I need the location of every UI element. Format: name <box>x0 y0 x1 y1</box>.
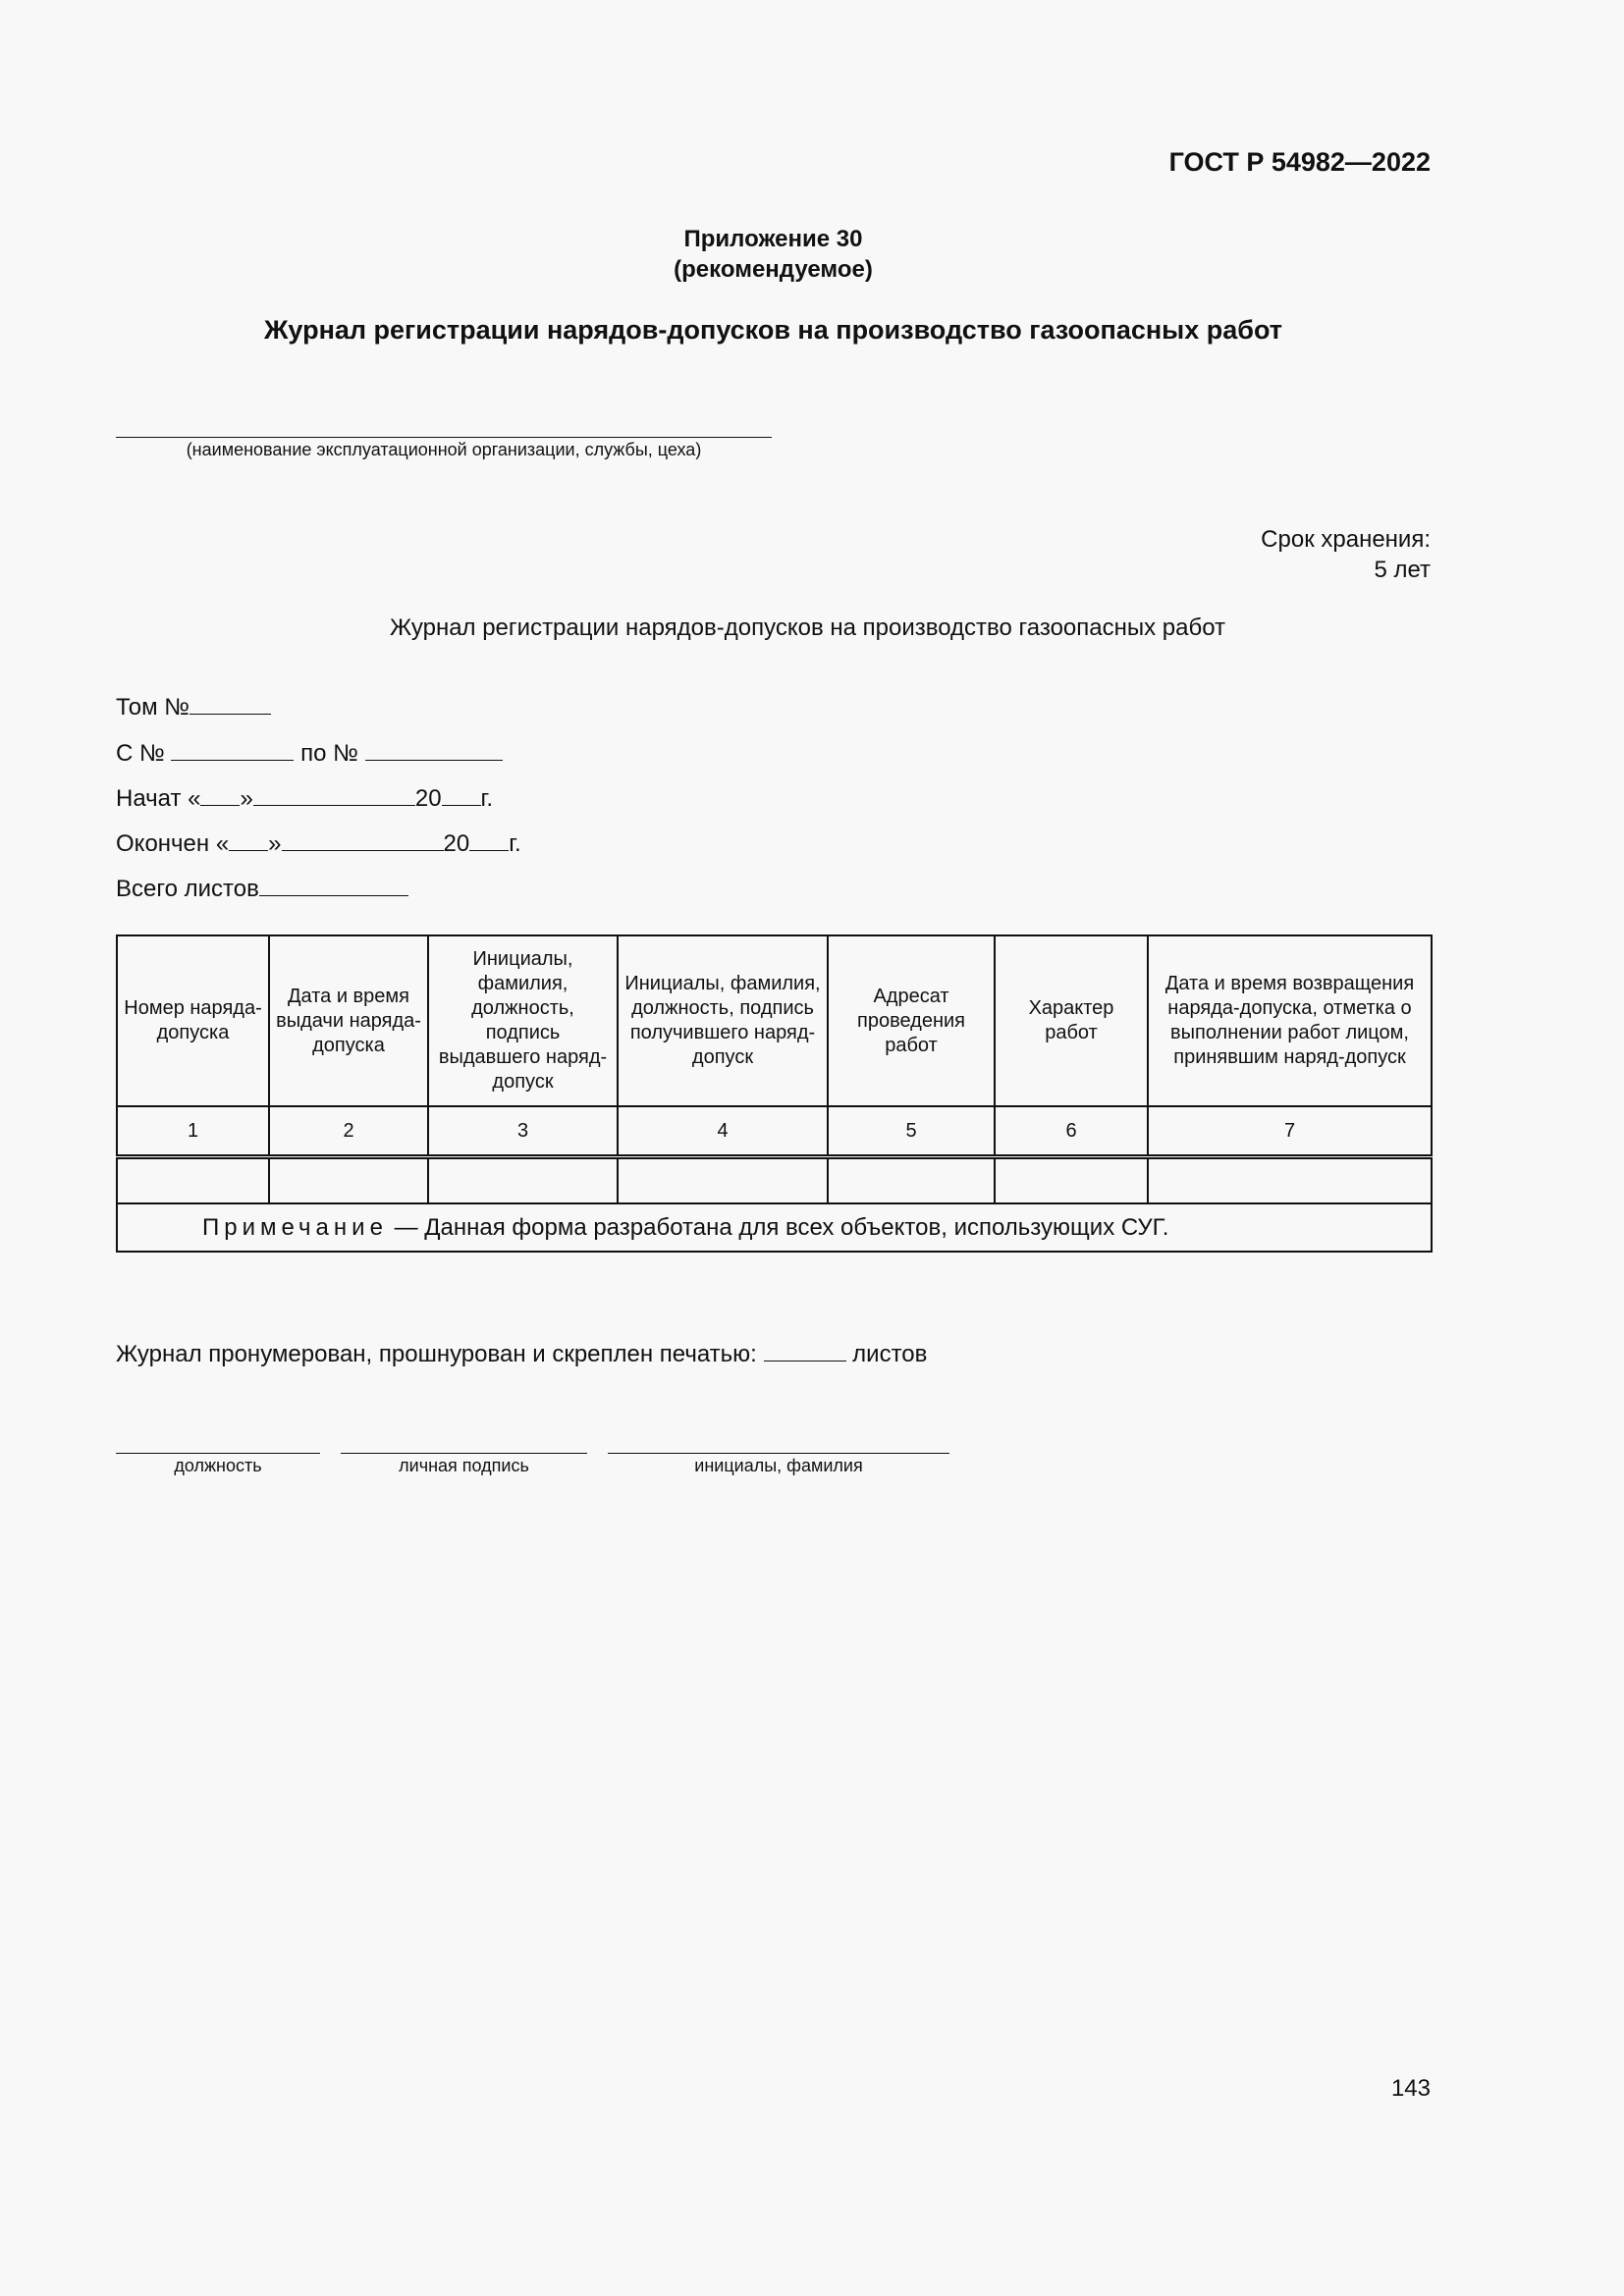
finished-quote-close: » <box>268 830 282 857</box>
finished-year-suffix: г. <box>509 830 521 857</box>
page-number: 143 <box>1390 2075 1431 2102</box>
col-header-work-type: Характер работ <box>995 935 1148 1106</box>
col-number-7: 7 <box>1148 1106 1432 1157</box>
table-cell[interactable] <box>428 1157 618 1204</box>
table-row <box>117 1157 1432 1204</box>
position-caption: должность <box>174 1456 262 1475</box>
table-number-row <box>117 1106 1432 1157</box>
started-field <box>116 781 493 813</box>
col-number-2: 2 <box>269 1106 428 1157</box>
table-cell[interactable] <box>117 1157 269 1204</box>
started-year-blank[interactable] <box>442 781 481 806</box>
finished-label: Окончен « <box>116 830 230 857</box>
finished-day-blank[interactable] <box>229 827 268 851</box>
started-day-blank[interactable] <box>200 781 240 806</box>
finished-month-blank[interactable] <box>282 827 444 851</box>
total-sheets-field <box>116 872 408 903</box>
journal-table <box>116 934 1433 1253</box>
name-caption: инициалы, фамилия <box>694 1456 863 1475</box>
table-cell[interactable] <box>269 1157 428 1204</box>
col-header-work-address: Адресат проведения работ <box>828 935 995 1106</box>
finished-year-prefix: 20 <box>443 830 470 857</box>
table-note-row <box>117 1203 1432 1252</box>
note-label: Примечание <box>202 1214 388 1241</box>
storage-value: 5 лет <box>1374 557 1431 583</box>
total-sheets-blank[interactable] <box>259 872 408 896</box>
total-sheets-label: Всего листов <box>116 876 259 902</box>
col-number-6: 6 <box>995 1106 1148 1157</box>
stitched-suffix: листов <box>845 1341 928 1367</box>
started-year-prefix: 20 <box>414 785 442 812</box>
standard-number: ГОСТ Р 54982—2022 <box>1168 147 1431 177</box>
table-header-row <box>117 935 1432 1106</box>
started-year-suffix: г. <box>480 785 494 812</box>
volume-blank[interactable] <box>189 690 271 715</box>
col-number-5: 5 <box>828 1106 995 1157</box>
document-title: Журнал регистрации нарядов-допусков на производство газоопасных работ <box>264 315 1282 345</box>
col-header-receiver: Инициалы, фамилия, должность, подпись получившего наряд-допуск <box>618 935 828 1106</box>
organization-name-line[interactable] <box>116 437 772 438</box>
started-quote-close: » <box>240 785 253 812</box>
personal-signature-caption: личная подпись <box>399 1456 529 1475</box>
position-signature-line[interactable] <box>116 1453 320 1454</box>
col-number-4: 4 <box>618 1106 828 1157</box>
range-to-label: по № <box>300 740 358 767</box>
range-field <box>116 736 503 768</box>
storage-period <box>1261 524 1431 585</box>
col-header-issue-datetime: Дата и время выдачи наряда-допуска <box>269 935 428 1106</box>
volume-field <box>116 690 271 721</box>
table-cell[interactable] <box>1148 1157 1432 1204</box>
stitched-text: Журнал пронумерован, прошнурован и скреплен печатью: <box>116 1341 764 1367</box>
appendix-number: Приложение 30 <box>683 226 863 252</box>
name-signature-line[interactable] <box>608 1453 949 1454</box>
personal-signature-line[interactable] <box>341 1453 587 1454</box>
col-header-permit-number: Номер наряда-допуска <box>117 935 269 1106</box>
storage-label: Срок хранения: <box>1261 526 1431 553</box>
table-cell[interactable] <box>828 1157 995 1204</box>
table-cell[interactable] <box>995 1157 1148 1204</box>
note-text: — Данная форма разработана для всех объектов, использующих СУГ. <box>387 1214 1169 1241</box>
stitched-statement <box>116 1337 927 1368</box>
range-to-blank[interactable] <box>365 736 503 761</box>
appendix-status: (рекомендуемое) <box>674 256 873 283</box>
finished-field <box>116 827 521 858</box>
organization-caption: (наименование эксплуатационной организации, службы, цеха) <box>186 440 702 459</box>
stitched-sheets-blank[interactable] <box>764 1337 846 1362</box>
col-number-3: 3 <box>428 1106 618 1157</box>
col-number-1: 1 <box>117 1106 269 1157</box>
journal-subtitle: Журнал регистрации нарядов-допусков на производство газоопасных работ <box>389 614 1226 641</box>
started-label: Начат « <box>116 785 201 812</box>
range-from-label: С № <box>116 740 165 767</box>
range-from-blank[interactable] <box>171 736 294 761</box>
table-cell[interactable] <box>618 1157 828 1204</box>
col-header-issuer: Инициалы, фамилия, должность, подпись выдавшего наряд-допуск <box>428 935 618 1106</box>
col-header-return-datetime: Дата и время возвращения наряда-допуска, отметка о выполнении работ лицом, принявшим наряд-допуск <box>1148 935 1432 1106</box>
volume-label: Том № <box>116 694 190 721</box>
started-month-blank[interactable] <box>253 781 415 806</box>
appendix-heading <box>0 224 1546 285</box>
table-note <box>117 1203 1432 1252</box>
finished-year-blank[interactable] <box>469 827 509 851</box>
